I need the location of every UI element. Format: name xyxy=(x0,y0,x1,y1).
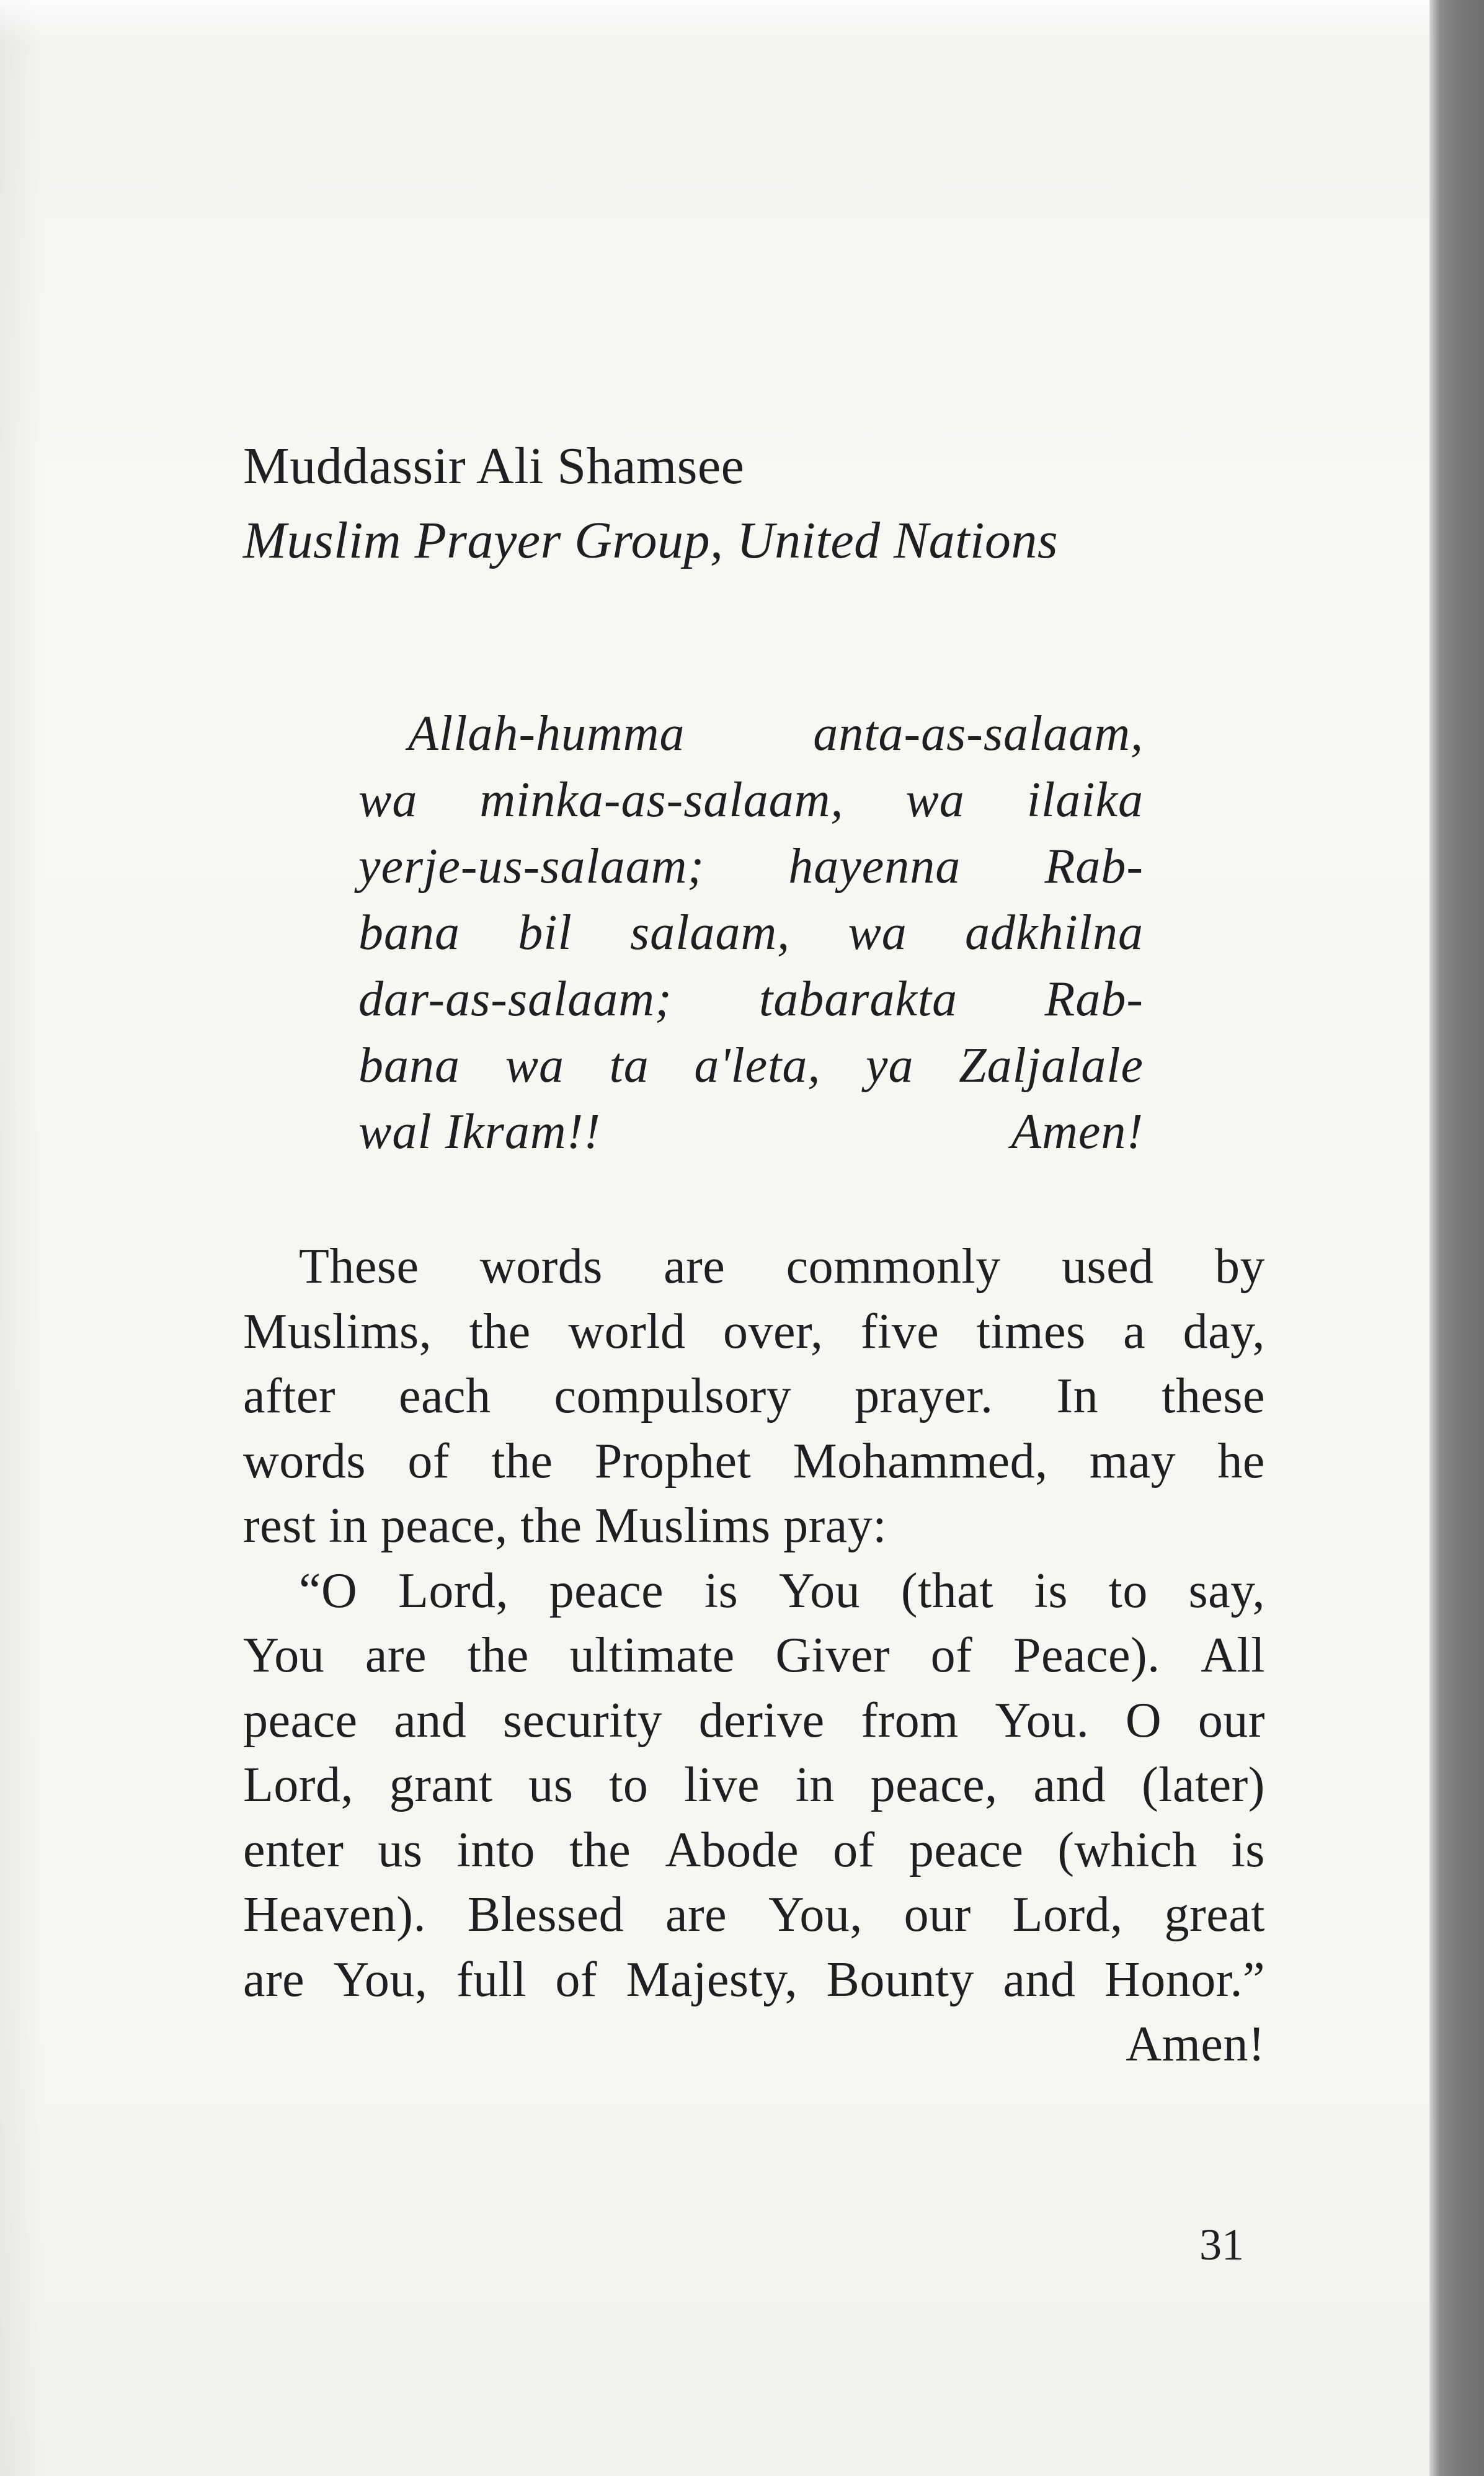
prayer-transliteration xyxy=(358,701,1144,1165)
body-word: times xyxy=(976,1304,1086,1359)
body-word: You xyxy=(778,1563,861,1618)
closing-amen: Amen! xyxy=(1126,2017,1265,2072)
body-word: and xyxy=(394,1693,467,1748)
page-top-highlight xyxy=(0,0,1429,43)
body-word: he xyxy=(1217,1433,1265,1489)
body-word: In xyxy=(1056,1369,1099,1423)
prayer-word: a'leta, xyxy=(694,1038,821,1093)
body-word: You. xyxy=(995,1693,1090,1748)
body-word: world xyxy=(568,1304,686,1359)
author-affiliation: Muslim Prayer Group, United Nations xyxy=(243,512,1059,569)
body-word: Muslims, xyxy=(243,1304,432,1359)
body-text xyxy=(243,1234,1265,2077)
prayer-word: ilaika xyxy=(1026,773,1144,827)
body-word: are xyxy=(365,1628,427,1683)
body-word: is xyxy=(704,1563,739,1618)
body-line xyxy=(243,1753,1265,1818)
body-word: is xyxy=(1034,1563,1068,1618)
body-word: full xyxy=(456,1952,527,2007)
body-word: these xyxy=(1162,1369,1265,1423)
body-word: in xyxy=(795,1758,835,1812)
body-word: the xyxy=(469,1304,531,1359)
body-word: five xyxy=(860,1304,940,1359)
prayer-word: ya xyxy=(865,1038,914,1093)
body-word: Prophet xyxy=(594,1433,752,1489)
body-line xyxy=(243,2012,1265,2077)
prayer-line xyxy=(358,966,1144,1033)
body-word: are xyxy=(243,1952,305,2007)
prayer-word: wal Ikram!! xyxy=(358,1105,601,1159)
body-line xyxy=(243,1494,1265,1559)
body-word: each xyxy=(398,1369,491,1423)
body-word: great xyxy=(1164,1887,1265,1942)
prayer-line xyxy=(358,1033,1144,1099)
body-line xyxy=(243,1882,1265,1948)
body-word: peace xyxy=(909,1822,1024,1877)
body-word: are xyxy=(665,1887,727,1942)
body-word: Abode xyxy=(665,1822,799,1877)
body-line xyxy=(243,1429,1265,1494)
body-word: a xyxy=(1123,1304,1146,1359)
prayer-word: tabarakta xyxy=(759,972,958,1026)
prayer-line xyxy=(358,900,1144,966)
prayer-word: wa xyxy=(905,773,965,827)
body-word: over, xyxy=(722,1304,824,1359)
prayer-word: hayenna xyxy=(788,839,961,894)
prayer-word: anta-as-salaam, xyxy=(813,706,1144,761)
page-edge xyxy=(1429,0,1484,2476)
body-word: and xyxy=(1033,1758,1106,1812)
body-line xyxy=(243,1818,1265,1883)
body-word: compulsory xyxy=(554,1369,792,1423)
body-word: You, xyxy=(333,1952,428,2007)
body-word: Honor.” xyxy=(1104,1952,1265,2007)
body-word: us xyxy=(528,1758,574,1812)
prayer-word: Rab- xyxy=(1044,839,1144,894)
body-word: Lord, xyxy=(243,1758,354,1812)
prayer-word: Zaljalale xyxy=(959,1038,1144,1093)
prayer-word: dar-as-salaam; xyxy=(358,972,672,1026)
body-word: live xyxy=(684,1758,760,1812)
body-word: are xyxy=(664,1239,726,1294)
body-word: of xyxy=(407,1433,450,1489)
body-word: to xyxy=(1108,1563,1148,1618)
prayer-line xyxy=(358,834,1144,900)
body-word: Peace). xyxy=(1013,1628,1160,1683)
body-word: security xyxy=(502,1693,663,1748)
body-word: prayer. xyxy=(855,1369,993,1423)
prayer-word: ta xyxy=(609,1038,649,1093)
body-word: our xyxy=(904,1887,971,1942)
prayer-word: wa xyxy=(848,906,907,960)
body-word: by xyxy=(1214,1239,1265,1294)
body-line xyxy=(243,1364,1265,1429)
body-word: used xyxy=(1062,1239,1154,1294)
body-word: say, xyxy=(1188,1563,1265,1618)
body-word: the xyxy=(569,1822,631,1877)
body-line xyxy=(243,1623,1265,1688)
prayer-word: bana xyxy=(358,906,460,960)
body-word: Bounty xyxy=(826,1952,975,2007)
body-line-text: rest in peace, the Muslims pray: xyxy=(243,1499,887,1553)
body-word: from xyxy=(861,1693,959,1748)
body-line xyxy=(243,1559,1265,1624)
body-word: O xyxy=(1125,1693,1162,1748)
body-word: into xyxy=(456,1822,536,1877)
body-word: Giver xyxy=(775,1628,891,1683)
body-word: derive xyxy=(698,1693,825,1748)
prayer-word: salaam, xyxy=(629,906,791,960)
body-line xyxy=(243,1299,1265,1365)
body-word: of xyxy=(833,1822,875,1877)
body-line xyxy=(243,1234,1265,1299)
prayer-word: adkhilna xyxy=(965,906,1144,960)
prayer-word: yerje-us-salaam; xyxy=(358,839,705,894)
body-word: Majesty, xyxy=(626,1952,798,2007)
prayer-word: Rab- xyxy=(1044,972,1144,1026)
body-word: words xyxy=(479,1239,603,1294)
body-word: peace xyxy=(549,1563,664,1618)
body-line xyxy=(243,1688,1265,1753)
body-word: Mohammed, xyxy=(793,1433,1048,1489)
body-word: our xyxy=(1197,1693,1265,1748)
body-word: (which xyxy=(1057,1822,1197,1877)
body-word: You, xyxy=(768,1887,863,1942)
body-word: All xyxy=(1201,1628,1265,1683)
body-word: These xyxy=(299,1239,419,1294)
prayer-word: wa xyxy=(505,1038,564,1093)
prayer-word: bil xyxy=(518,906,572,960)
body-word: Blessed xyxy=(467,1887,624,1942)
body-word: is xyxy=(1231,1822,1265,1877)
prayer-word: Allah-humma xyxy=(408,706,685,761)
body-word: Lord, xyxy=(398,1563,509,1618)
prayer-word: minka-as-salaam, xyxy=(479,773,844,827)
prayer-word: wa xyxy=(358,773,418,827)
body-word: words xyxy=(243,1433,367,1489)
prayer-line xyxy=(358,1099,1144,1165)
prayer-line xyxy=(358,701,1144,767)
prayer-line xyxy=(358,767,1144,834)
body-word: commonly xyxy=(786,1239,1001,1294)
body-word: enter xyxy=(243,1822,344,1877)
body-word: may xyxy=(1089,1433,1176,1489)
body-word: us xyxy=(378,1822,423,1877)
body-word: peace, xyxy=(870,1758,998,1812)
body-word: of xyxy=(930,1628,973,1683)
body-word: (that xyxy=(900,1563,993,1618)
body-word: the xyxy=(467,1628,529,1683)
page-gutter-shadow xyxy=(0,0,43,2476)
body-word: the xyxy=(491,1433,553,1489)
body-word: (later) xyxy=(1142,1758,1265,1812)
prayer-word: bana xyxy=(358,1038,460,1093)
body-word: peace xyxy=(243,1693,358,1748)
body-word: Lord, xyxy=(1012,1887,1123,1942)
body-word: Heaven). xyxy=(243,1887,426,1942)
body-line xyxy=(243,1948,1265,2013)
author-name: Muddassir Ali Shamsee xyxy=(243,437,745,495)
body-word: after xyxy=(243,1369,336,1423)
prayer-amen: Amen! xyxy=(1011,1105,1144,1159)
body-word: and xyxy=(1003,1952,1076,2007)
body-word: ultimate xyxy=(569,1628,735,1683)
body-word: day, xyxy=(1183,1304,1265,1359)
body-word: You xyxy=(243,1628,325,1683)
body-word: to xyxy=(609,1758,649,1812)
body-word: of xyxy=(555,1952,598,2007)
body-word: grant xyxy=(389,1758,493,1812)
page-number: 31 xyxy=(1199,2220,1244,2269)
body-word: “O xyxy=(299,1563,358,1618)
